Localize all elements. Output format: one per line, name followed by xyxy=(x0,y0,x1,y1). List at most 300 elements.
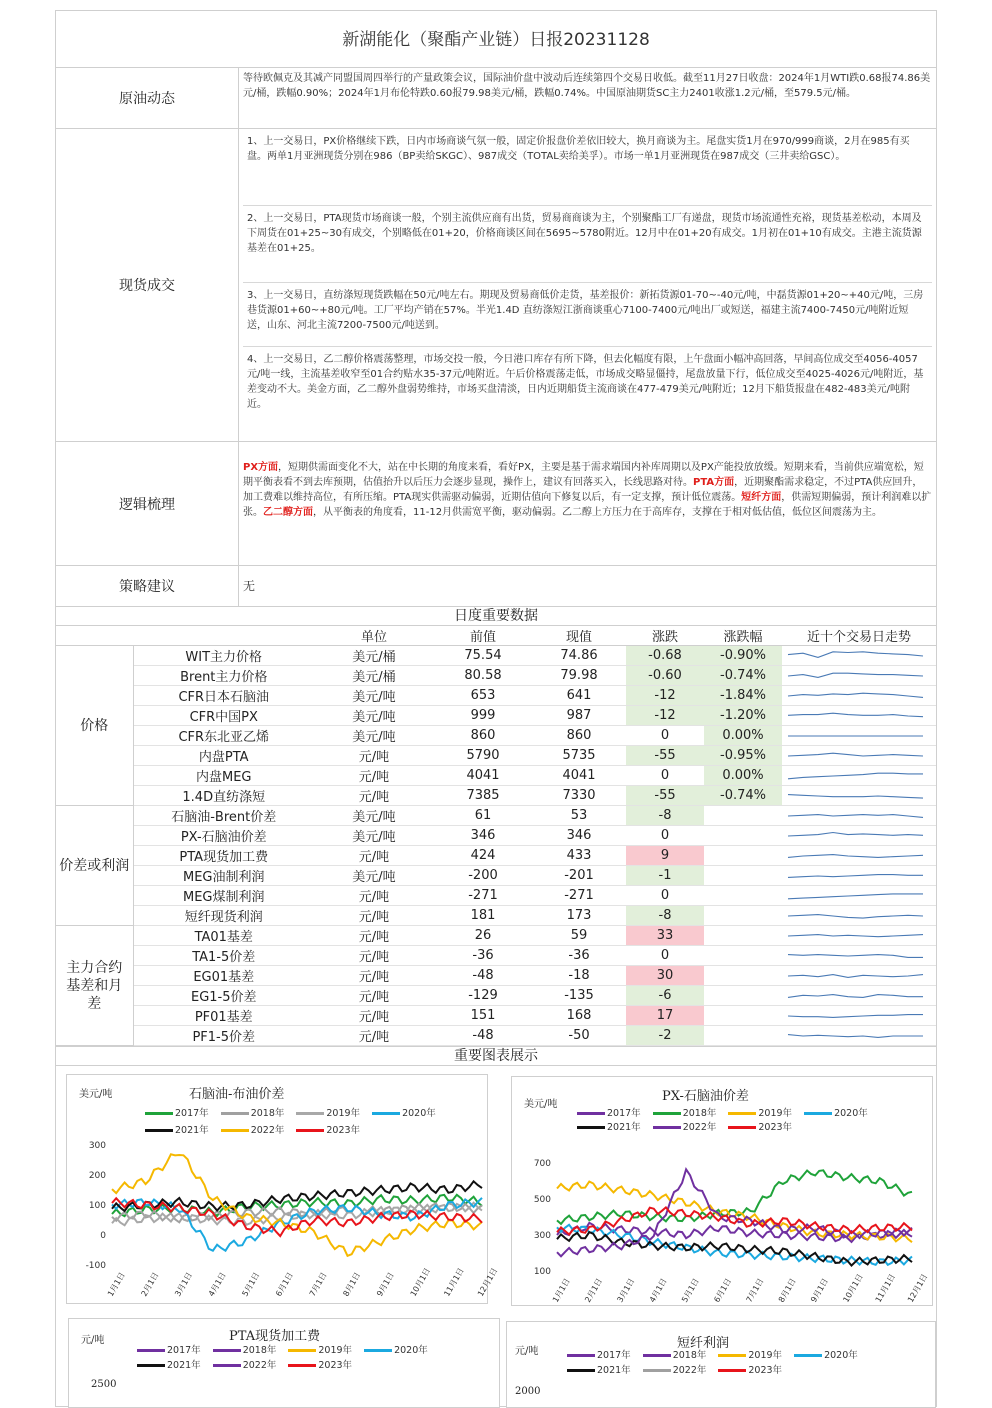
x-tick-label: 9月1日 xyxy=(809,1276,831,1304)
row-trend-sparkline xyxy=(782,646,936,666)
chart4-legend xyxy=(567,1348,927,1378)
row-pct xyxy=(704,926,782,946)
legend-label: 2017年 xyxy=(175,1108,209,1119)
row-pct xyxy=(704,946,782,966)
strategy-section xyxy=(56,566,936,607)
row-cur: 860 xyxy=(532,726,626,746)
row-prev: -48 xyxy=(434,1026,532,1046)
legend-label: 2023年 xyxy=(318,1360,353,1371)
x-tick-label: 9月1日 xyxy=(375,1270,396,1298)
x-tick-label: 2月1日 xyxy=(583,1276,605,1304)
legend-entry xyxy=(718,1348,782,1363)
legend-swatch xyxy=(364,1349,392,1352)
row-cur: 59 xyxy=(532,926,626,946)
y-tick-label: 200 xyxy=(88,1171,106,1181)
row-pct: -0.74% xyxy=(704,786,782,806)
legend-entry xyxy=(288,1343,352,1358)
header-cur: 现值 xyxy=(532,626,626,646)
row-prev: 999 xyxy=(434,706,532,726)
row-chg: -12 xyxy=(626,706,704,726)
row-unit: 元/吨 xyxy=(314,746,434,766)
strategy-text: 无 xyxy=(243,578,256,593)
row-cur: 74.86 xyxy=(532,646,626,666)
row-prev: 424 xyxy=(434,846,532,866)
x-tick-label: 1月1日 xyxy=(550,1276,572,1304)
row-pct xyxy=(704,866,782,886)
sparkline-line xyxy=(788,673,923,677)
row-prev: 346 xyxy=(434,826,532,846)
legend-label: 2020年 xyxy=(394,1345,428,1356)
table-row xyxy=(56,926,936,946)
legend-label: 2021年 xyxy=(597,1365,631,1376)
sparkline-line xyxy=(788,814,923,817)
table-row xyxy=(56,646,936,666)
sparkline-line xyxy=(788,693,923,697)
row-name: MEG煤制利润 xyxy=(133,886,314,906)
legend-entry xyxy=(364,1343,428,1358)
logic-px-head: PX方面 xyxy=(243,462,279,473)
sparkline-line xyxy=(788,1034,923,1037)
sparkline xyxy=(782,907,932,925)
crude-section xyxy=(56,68,936,129)
row-unit: 美元/吨 xyxy=(314,686,434,706)
row-name: TA1-5价差 xyxy=(133,946,314,966)
legend-swatch xyxy=(718,1369,746,1372)
row-prev: -129 xyxy=(434,986,532,1006)
legend-swatch xyxy=(718,1354,746,1357)
sparkline xyxy=(782,807,932,825)
row-prev: -48 xyxy=(434,966,532,986)
x-tick-label: 6月1日 xyxy=(274,1270,296,1298)
x-tick-label: 7月1日 xyxy=(307,1270,329,1298)
legend-entry xyxy=(137,1343,201,1358)
row-name: 内盘MEG xyxy=(133,766,314,786)
row-pct: -0.95% xyxy=(704,746,782,766)
chart3-title: PTA现货加工费 xyxy=(229,1329,321,1344)
sparkline-line xyxy=(788,954,923,957)
table-row xyxy=(56,666,936,686)
row-cur: 53 xyxy=(532,806,626,826)
report-title: 新湖能化（聚酯产业链）日报20231128 xyxy=(56,11,936,68)
legend-swatch xyxy=(288,1349,316,1352)
sparkline-line xyxy=(788,651,923,657)
table-row xyxy=(56,1006,936,1026)
legend-swatch xyxy=(567,1354,595,1357)
sparkline xyxy=(782,667,932,685)
row-prev: 26 xyxy=(434,926,532,946)
row-cur: 346 xyxy=(532,826,626,846)
y-tick-label: 300 xyxy=(533,1231,551,1241)
sparkline-line xyxy=(788,1014,923,1017)
x-tick-label: 4月1日 xyxy=(647,1276,669,1304)
legend-swatch xyxy=(288,1364,316,1367)
chart1-unit: 美元/吨 xyxy=(79,1089,113,1100)
legend-label: 2021年 xyxy=(167,1360,201,1371)
legend-label: 2019年 xyxy=(758,1108,793,1119)
chart1-title: 石脑油-布油价差 xyxy=(189,1087,285,1102)
sparkline xyxy=(782,927,932,945)
daily-title: 日度重要数据 xyxy=(56,607,936,626)
row-chg: 33 xyxy=(626,926,704,946)
logic-pf-text: ，供需短期偏弱，预计利润难以扩张。 xyxy=(243,492,932,518)
row-pct: -0.74% xyxy=(704,666,782,686)
chart2-unit: 美元/吨 xyxy=(524,1099,558,1110)
x-tick-label: 10月1日 xyxy=(408,1266,433,1298)
sparkline xyxy=(782,767,932,785)
chart3-ytick: 2500 xyxy=(91,1379,117,1390)
sparkline-line xyxy=(788,832,923,836)
x-tick-label: 6月1日 xyxy=(712,1276,734,1304)
legend-label: 2021年 xyxy=(607,1122,641,1133)
row-unit: 美元/吨 xyxy=(314,726,434,746)
legend-label: 2022年 xyxy=(682,1122,717,1133)
row-cur: -271 xyxy=(532,886,626,906)
row-prev: 653 xyxy=(434,686,532,706)
legend-label: 2018年 xyxy=(682,1108,717,1119)
legend-label: 2019年 xyxy=(326,1108,361,1119)
table-row xyxy=(56,886,936,906)
sparkline xyxy=(782,787,932,805)
row-chg: 0 xyxy=(626,946,704,966)
row-name: EG1-5价差 xyxy=(133,986,314,1006)
row-unit: 美元/吨 xyxy=(314,826,434,846)
x-tick-label: 5月1日 xyxy=(680,1276,701,1304)
legend-label: 2020年 xyxy=(402,1108,436,1119)
row-prev: 80.58 xyxy=(434,666,532,686)
row-pct xyxy=(704,806,782,826)
row-chg: -55 xyxy=(626,786,704,806)
header-trend: 近十个交易日走势 xyxy=(782,626,936,646)
row-pct: 0.00% xyxy=(704,726,782,746)
row-name: EG01基差 xyxy=(133,966,314,986)
x-tick-label: 10月1日 xyxy=(841,1272,865,1304)
row-unit: 元/吨 xyxy=(314,766,434,786)
table-row xyxy=(56,1026,936,1046)
row-trend-sparkline xyxy=(782,726,936,746)
x-tick-label: 11月1日 xyxy=(442,1266,466,1298)
legend-label: 2022年 xyxy=(672,1365,707,1376)
logic-pta-text: ，近期聚酯需求稳定，不过PTA供应回升，加工费难以维持高位，有所压缩。PTA现实供需驱动偏弱，近期估值向下修复以后，有一定支撑，预计低位震荡。 xyxy=(243,477,923,503)
row-cur: -18 xyxy=(532,966,626,986)
legend-label: 2018年 xyxy=(672,1350,707,1361)
row-prev: 61 xyxy=(434,806,532,826)
y-tick-label: 700 xyxy=(533,1159,551,1169)
table-row xyxy=(56,866,936,886)
row-unit: 元/吨 xyxy=(314,1006,434,1026)
row-trend-sparkline xyxy=(782,946,936,966)
x-tick-label: 11月1日 xyxy=(873,1272,898,1304)
header-chg: 涨跌 xyxy=(626,626,704,646)
row-chg: -55 xyxy=(626,746,704,766)
x-tick-label: 5月1日 xyxy=(240,1270,262,1298)
row-chg: -1 xyxy=(626,866,704,886)
row-trend-sparkline xyxy=(782,846,936,866)
x-tick-label: 3月1日 xyxy=(173,1270,195,1298)
row-chg: -0.60 xyxy=(626,666,704,686)
legend-label: 2020年 xyxy=(824,1350,858,1361)
legend-entry xyxy=(137,1358,201,1373)
legend-label: 2020年 xyxy=(834,1108,868,1119)
x-tick-label: 2月1日 xyxy=(139,1270,161,1298)
legend-label: 2023年 xyxy=(748,1365,783,1376)
row-unit: 元/吨 xyxy=(314,846,434,866)
table-row xyxy=(56,726,936,746)
legend-label: 2021年 xyxy=(175,1125,209,1136)
row-chg: 17 xyxy=(626,1006,704,1026)
table-row xyxy=(56,966,936,986)
table-row xyxy=(56,686,936,706)
spot-section xyxy=(56,129,936,442)
table-header xyxy=(56,626,936,646)
row-name: CFR中国PX xyxy=(133,706,314,726)
header-pct: 涨跌幅 xyxy=(704,626,782,646)
row-name: 1.4D直纺涤短 xyxy=(133,786,314,806)
sparkline xyxy=(782,707,932,725)
sparkline-line xyxy=(788,874,923,877)
group-label: 价格 xyxy=(56,646,133,806)
row-trend-sparkline xyxy=(782,786,936,806)
sparkline xyxy=(782,847,932,865)
sparkline-line xyxy=(788,914,923,918)
row-chg: -8 xyxy=(626,906,704,926)
sparkline xyxy=(782,887,932,905)
row-trend-sparkline xyxy=(782,826,936,846)
row-trend-sparkline xyxy=(782,986,936,1006)
row-cur: -201 xyxy=(532,866,626,886)
report-page xyxy=(55,10,937,1407)
chart3-unit: 元/吨 xyxy=(81,1335,105,1346)
legend-label: 2022年 xyxy=(242,1360,277,1371)
legend-swatch xyxy=(137,1364,165,1367)
row-cur: 5735 xyxy=(532,746,626,766)
row-unit: 元/吨 xyxy=(314,966,434,986)
sparkline xyxy=(782,987,932,1005)
row-pct xyxy=(704,886,782,906)
row-trend-sparkline xyxy=(782,966,936,986)
chart2-plot xyxy=(512,1077,932,1305)
row-pct xyxy=(704,986,782,1006)
sparkline-line xyxy=(788,994,923,997)
row-chg: -0.68 xyxy=(626,646,704,666)
spot-text xyxy=(239,129,936,441)
row-cur: 168 xyxy=(532,1006,626,1026)
y-tick-label: 100 xyxy=(88,1201,106,1211)
legend-swatch xyxy=(213,1349,241,1352)
table-row xyxy=(56,906,936,926)
row-cur: 7330 xyxy=(532,786,626,806)
row-unit: 元/吨 xyxy=(314,906,434,926)
logic-section xyxy=(56,442,936,566)
sparkline xyxy=(782,1007,932,1025)
chart4-ytick: 2000 xyxy=(515,1386,541,1397)
legend-label: 2017年 xyxy=(167,1345,201,1356)
y-tick-label: 500 xyxy=(533,1195,551,1205)
sparkline xyxy=(782,727,932,745)
charts-title: 重要图表展示 xyxy=(56,1046,936,1066)
row-name: 石脑油-Brent价差 xyxy=(133,806,314,826)
legend-entry xyxy=(567,1348,631,1363)
sparkline xyxy=(782,967,932,985)
row-pct: 0.00% xyxy=(704,766,782,786)
legend-entry xyxy=(213,1358,277,1373)
row-unit: 元/吨 xyxy=(314,926,434,946)
x-tick-label: 7月1日 xyxy=(744,1276,766,1304)
logic-pf-head: 短纤方面 xyxy=(741,492,782,503)
row-unit: 元/吨 xyxy=(314,1026,434,1046)
row-name: MEG油制利润 xyxy=(133,866,314,886)
legend-label: 2017年 xyxy=(597,1350,631,1361)
chart-naphtha-brent xyxy=(66,1074,500,1304)
sparkline xyxy=(782,867,932,885)
legend-swatch xyxy=(643,1354,671,1357)
legend-entry xyxy=(643,1363,707,1378)
y-tick-label: 100 xyxy=(533,1267,551,1277)
row-prev: 151 xyxy=(434,1006,532,1026)
sparkline-line xyxy=(788,794,923,798)
legend-swatch xyxy=(794,1354,822,1357)
row-chg: 0 xyxy=(626,766,704,786)
legend-label: 2018年 xyxy=(250,1108,285,1119)
legend-entry xyxy=(643,1348,707,1363)
row-trend-sparkline xyxy=(782,866,936,886)
row-chg: -12 xyxy=(626,686,704,706)
sparkline-line xyxy=(788,753,923,756)
table-row xyxy=(56,706,936,726)
sparkline xyxy=(782,947,932,965)
group-label: 价差或利润 xyxy=(56,806,133,926)
chart-px-naphtha xyxy=(511,1076,933,1306)
legend-entry xyxy=(567,1363,631,1378)
x-tick-label: 12月1日 xyxy=(905,1272,930,1304)
legend-swatch xyxy=(137,1349,165,1352)
group-label: 主力合约基差和月差 xyxy=(56,926,133,1046)
row-prev: 181 xyxy=(434,906,532,926)
spot-para-pf: 3、上一交易日，直纺涤短现货跌幅在50元/吨左右。期现及贸易商低价走货，基差报价：新拓货源01-70~-40元/吨，中磊货源01+20~+40元/吨，三房巷货源01+60~+80元/吨。工厂平均产销在57%。半光1.4D 直纺涤短江浙商谈重心7100-7400元/吨出厂或短送，福建主流7400-7450元/吨附近短送，山东、河北主流7200-7500元/吨送到。 xyxy=(243,283,932,347)
legend-entry xyxy=(794,1348,858,1363)
legend-label: 2019年 xyxy=(748,1350,783,1361)
row-trend-sparkline xyxy=(782,906,936,926)
row-pct xyxy=(704,906,782,926)
sparkline-line xyxy=(788,934,923,936)
row-cur: 4041 xyxy=(532,766,626,786)
row-pct: -1.84% xyxy=(704,686,782,706)
y-tick-label: 0 xyxy=(100,1231,106,1241)
row-unit: 美元/桶 xyxy=(314,646,434,666)
table-row xyxy=(56,806,936,826)
row-pct: -0.90% xyxy=(704,646,782,666)
row-trend-sparkline xyxy=(782,746,936,766)
row-name: PF1-5价差 xyxy=(133,1026,314,1046)
sparkline xyxy=(782,647,932,665)
row-pct xyxy=(704,1006,782,1026)
row-unit: 美元/桶 xyxy=(314,666,434,686)
spot-para-px: 1、上一交易日，PX价格继续下跌，日内市场商谈气氛一般，固定价报盘价差依旧较大，换月商谈为主。尾盘实货1月在970/999商谈，2月在985有买盘。两单1月亚洲现货分别在986（BP卖给SKGC）、987成交（TOTAL卖给美孚）。市场一单1月亚洲现货在987成交（三井卖给GSC）。 xyxy=(243,129,932,206)
row-name: 内盘PTA xyxy=(133,746,314,766)
logic-eg-head: 乙二醇方面 xyxy=(263,507,313,518)
sparkline xyxy=(782,747,932,765)
row-cur: -50 xyxy=(532,1026,626,1046)
sparkline-line xyxy=(788,773,923,779)
legend-swatch xyxy=(567,1369,595,1372)
chart-pf-profit xyxy=(506,1321,936,1408)
crude-label: 原油动态 xyxy=(56,68,239,128)
y-tick-label: 300 xyxy=(88,1141,106,1151)
row-trend-sparkline xyxy=(782,926,936,946)
row-unit: 美元/吨 xyxy=(314,706,434,726)
row-cur: 173 xyxy=(532,906,626,926)
table-row xyxy=(56,986,936,1006)
legend-label: 2023年 xyxy=(758,1122,793,1133)
row-chg: 30 xyxy=(626,966,704,986)
row-trend-sparkline xyxy=(782,666,936,686)
header-unit: 单位 xyxy=(314,626,434,646)
row-prev: 75.54 xyxy=(434,646,532,666)
legend-label: 2017年 xyxy=(607,1108,641,1119)
legend-label: 2022年 xyxy=(250,1125,285,1136)
table-row xyxy=(56,846,936,866)
table-row xyxy=(56,786,936,806)
row-unit: 美元/吨 xyxy=(314,806,434,826)
strategy-label: 策略建议 xyxy=(56,566,239,606)
table-row xyxy=(56,766,936,786)
x-tick-label: 1月1日 xyxy=(105,1270,127,1298)
row-name: PX-石脑油价差 xyxy=(133,826,314,846)
sparkline-line xyxy=(788,974,923,977)
row-cur: 433 xyxy=(532,846,626,866)
chart1-plot xyxy=(67,1075,500,1303)
row-chg: 0 xyxy=(626,886,704,906)
logic-text xyxy=(239,442,936,565)
row-trend-sparkline xyxy=(782,706,936,726)
chart4-title: 短纤利润 xyxy=(677,1336,730,1351)
y-tick-label: -100 xyxy=(85,1261,106,1271)
row-trend-sparkline xyxy=(782,686,936,706)
x-tick-label: 12月1日 xyxy=(475,1266,500,1298)
legend-entry xyxy=(718,1363,782,1378)
spot-para-meg: 4、上一交易日，乙二醇价格震荡整理，市场交投一般，今日港口库存有所下降，但去化幅度有限，上午盘面小幅冲高回落，早间高位成交至4056-4057元/吨一线，主流基差收窄至01合约贴水35-37元/吨附近。午后价格震荡走低，市场成交略显僵持，尾盘放量下行，低位成交至4025-4026元/吨附近，基差变动不大。美金方面，乙二醇外盘弱势维持，市场买盘清淡，日内近期船货主流商谈在477-479美元/吨附近；12月下船货报盘在482-483美元/吨附近。 xyxy=(247,354,924,410)
legend-label: 2018年 xyxy=(242,1345,277,1356)
x-tick-label: 3月1日 xyxy=(615,1276,637,1304)
sparkline xyxy=(782,1027,932,1045)
row-cur: 79.98 xyxy=(532,666,626,686)
row-prev: 5790 xyxy=(434,746,532,766)
crude-text: 等待欧佩克及其减产同盟国周四举行的产量政策会议，国际油价盘中波动后连续第四个交易日收低。截至11月27日收盘：2024年1月WTI跌0.68报74.86美元/桶，跌幅0.90%；2024年1月布伦特跌0.60报79.98美元/桶，跌幅0.74%。中国原油期货SC主力2401收涨1.2元/桶，至579.5元/桶。 xyxy=(243,73,931,99)
row-chg: 0 xyxy=(626,826,704,846)
x-tick-label: 4月1日 xyxy=(206,1270,228,1298)
spot-para-pta: 2、上一交易日，PTA现货市场商谈一般，个别主流供应商有出货，贸易商商谈为主，个别聚酯工厂有递盘，现货市场流通性充裕，现货基差松动，本周及下周货在01+25~30有成交，个别略低在01+20，价格商谈区间在5695~5780附近。12月中在01+20有成交。1月初在01+10有成交。主港主流货源基差在01+25。 xyxy=(243,206,932,283)
sparkline-line xyxy=(788,854,923,857)
table-row xyxy=(56,746,936,766)
row-cur: 641 xyxy=(532,686,626,706)
row-pct xyxy=(704,966,782,986)
row-unit: 元/吨 xyxy=(314,986,434,1006)
row-trend-sparkline xyxy=(782,766,936,786)
row-pct xyxy=(704,826,782,846)
row-pct: -1.20% xyxy=(704,706,782,726)
header-prev: 前值 xyxy=(434,626,532,646)
table-row xyxy=(56,946,936,966)
row-name: WIT主力价格 xyxy=(133,646,314,666)
row-prev: 7385 xyxy=(434,786,532,806)
row-trend-sparkline xyxy=(782,1026,936,1046)
row-cur: -135 xyxy=(532,986,626,1006)
legend-swatch xyxy=(643,1369,671,1372)
row-cur: -36 xyxy=(532,946,626,966)
row-name: CFR日本石脑油 xyxy=(133,686,314,706)
row-name: PF01基差 xyxy=(133,1006,314,1026)
logic-eg-text: ，从平衡表的角度看，11-12月供需宽平衡，驱动偏弱。乙二醇上方压力在于高库存，支撑在于相对低估值，低位区间震荡为主。 xyxy=(313,507,883,518)
sparkline-line xyxy=(788,893,923,898)
